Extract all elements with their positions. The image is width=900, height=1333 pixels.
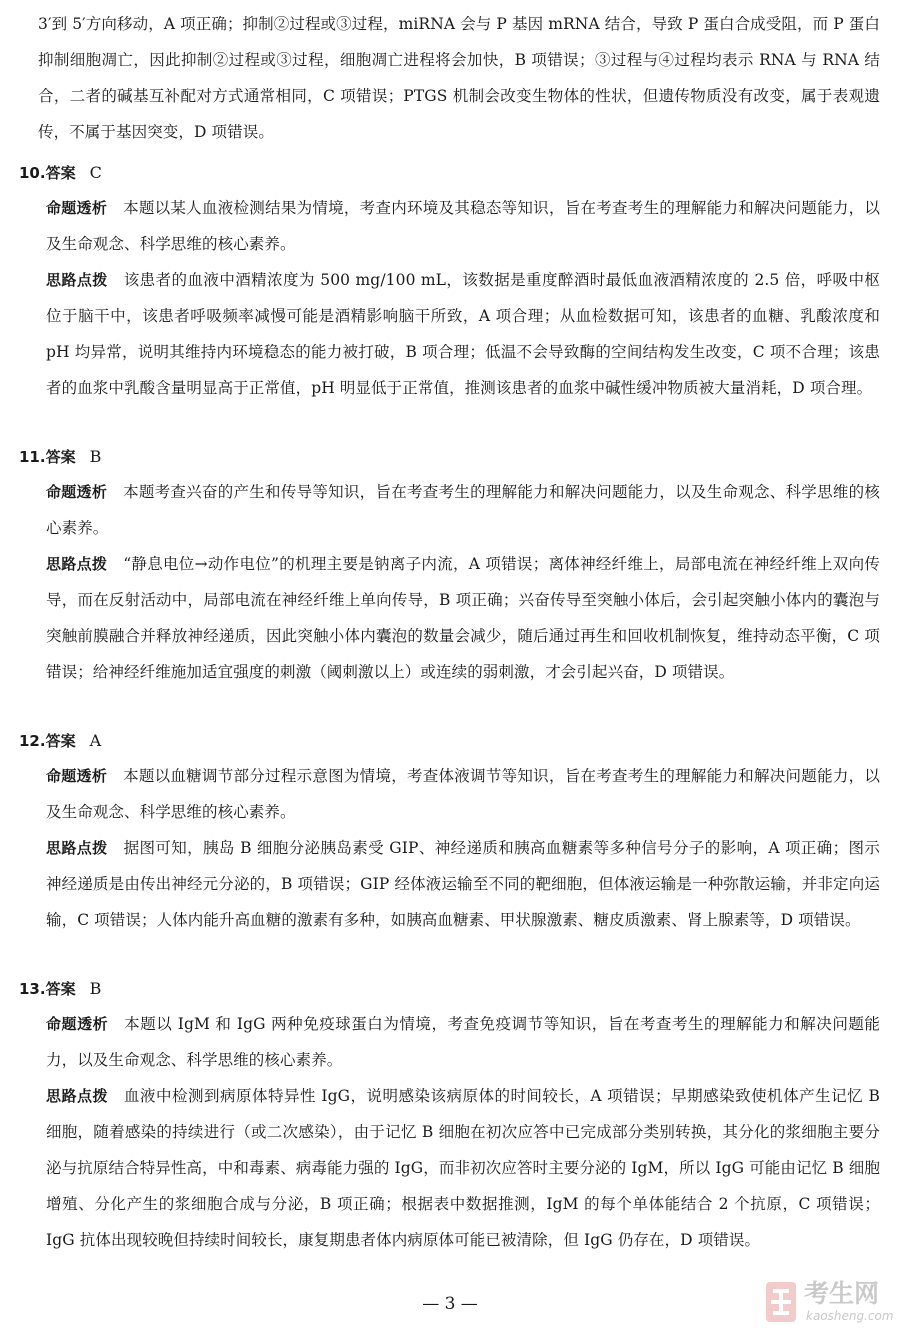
hint-text: 血液中检测到病原体特异性 IgG，说明感染该病原体的时间较长，A 项错误；早期感染致使机体产生记忆 B 细胞，随着感染的持续进行（或二次感染），由于记忆 B 细胞在初次应答中已完成部分类别转换，其分化的浆细胞主要分泌与抗原结合特异性高，中和毒素、病毒能力强的 IgG，而非初次应答时主要分泌的 IgM，所以 IgG 可能由记忆 B 细胞增殖、分化产生的浆细胞合成与分泌，B 项正确；根据表中数据推测，IgM 的每个单体能结合 2 个抗原，C 项错误；IgG 抗体出现较晚但持续时间较长，康复期患者体内病原体可能已被清除，但 IgG 仍存在，D 项错误。 bbox=[46, 1087, 880, 1249]
watermark bbox=[764, 1278, 894, 1328]
question-13-header bbox=[19, 974, 101, 1004]
question-10-header bbox=[19, 158, 102, 188]
watermark-url: kaosheng.com bbox=[806, 1309, 894, 1323]
watermark-logo-icon bbox=[764, 1280, 798, 1324]
intro-paragraph: 3′到 5′方向移动，A 项正确；抑制②过程或③过程，miRNA 会与 P 基因 mRNA 结合，导致 P 蛋白合成受阻，而 P 蛋白抑制细胞凋亡，因此抑制②过程或③过程，细胞凋亡进程将会加快，B 项错误；③过程与④过程均表示 RNA 与 RNA 结合，二者的碱基互补配对方式通常相同，C 项错误；PTGS 机制会改变生物体的性状，但遗传物质没有改变，属于表观遗传，不属于基因突变，D 项错误。 bbox=[38, 15, 880, 141]
question-12-analysis bbox=[46, 758, 880, 830]
answer-value: A bbox=[89, 731, 102, 750]
page-number: — 3 — bbox=[422, 1294, 478, 1314]
analysis-text: 本题以 IgM 和 IgG 两种免疫球蛋白为情境，考查免疫调节等知识，旨在考查考生的理解能力和解决问题能力，以及生命观念、科学思维的核心素养。 bbox=[46, 1015, 880, 1069]
question-11-hint bbox=[46, 546, 880, 690]
answer-value: B bbox=[89, 979, 102, 998]
analysis-label: 命题透析 bbox=[46, 483, 108, 501]
analysis-label: 命题透析 bbox=[46, 767, 108, 785]
question-number: 13. bbox=[19, 980, 46, 998]
hint-label: 思路点拨 bbox=[46, 271, 108, 289]
question-12-hint bbox=[46, 830, 880, 938]
answer-label: 答案 bbox=[45, 732, 76, 750]
question-11-header bbox=[19, 442, 101, 472]
hint-text: 该患者的血液中酒精浓度为 500 mg/100 mL，该数据是重度醉酒时最低血液酒精浓度的 2.5 倍，呼吸中枢位于脑干中，该患者呼吸频率减慢可能是酒精影响脑干所致，A 项合理；从血检数据可知，该患者的血糖、乳酸浓度和 pH 均异常，说明其维持内环境稳态的能力被打破，B 项合理；低温不会导致酶的空间结构发生改变，C 项不合理；该患者的血浆中乳酸含量明显高于正常值，pH 明显低于正常值，推测该患者的血浆中碱性缓冲物质被大量消耗，D 项合理。 bbox=[46, 271, 881, 397]
analysis-label: 命题透析 bbox=[46, 1015, 109, 1033]
question-11-analysis bbox=[46, 474, 880, 546]
question-number: 10. bbox=[19, 164, 46, 182]
watermark-name: 考生网 bbox=[804, 1279, 880, 1308]
question-number: 12. bbox=[19, 732, 46, 750]
hint-label: 思路点拨 bbox=[46, 555, 108, 573]
answer-label: 答案 bbox=[45, 980, 76, 998]
question-number: 11. bbox=[19, 448, 46, 466]
analysis-text: 本题考查兴奋的产生和传导等知识，旨在考查考生的理解能力和解决问题能力，以及生命观念、科学思维的核心素养。 bbox=[46, 483, 880, 537]
hint-label: 思路点拨 bbox=[46, 839, 108, 857]
question-10-hint bbox=[46, 262, 880, 406]
answer-label: 答案 bbox=[45, 164, 76, 182]
answer-value: C bbox=[89, 163, 102, 182]
analysis-label: 命题透析 bbox=[46, 199, 108, 217]
analysis-text: 本题以血糖调节部分过程示意图为情境，考查体液调节等知识，旨在考查考生的理解能力和解决问题能力，以及生命观念、科学思维的核心素养。 bbox=[46, 767, 880, 821]
question-13-analysis bbox=[46, 1006, 880, 1078]
hint-label: 思路点拨 bbox=[46, 1087, 108, 1105]
question-12-header bbox=[19, 726, 101, 756]
answer-value: B bbox=[89, 447, 102, 466]
question-13-hint bbox=[46, 1078, 880, 1258]
hint-text: “静息电位→动作电位”的机理主要是钠离子内流，A 项错误；离体神经纤维上，局部电流在神经纤维上双向传导，而在反射活动中，局部电流在神经纤维上单向传导，B 项正确；兴奋传导至突触小体后，会引起突触小体内的囊泡与突触前膜融合并释放神经递质，因此突触小体内囊泡的数量会减少，随后通过再生和回收机制恢复，维持动态平衡，C 项错误；给神经纤维施加适宜强度的刺激（阈刺激以上）或连续的弱刺激，才会引起兴奋，D 项错误。 bbox=[46, 555, 880, 681]
analysis-text: 本题以某人血液检测结果为情境，考查内环境及其稳态等知识，旨在考查考生的理解能力和解决问题能力，以及生命观念、科学思维的核心素养。 bbox=[46, 199, 880, 253]
hint-text: 据图可知，胰岛 B 细胞分泌胰岛素受 GIP、神经递质和胰高血糖素等多种信号分子的影响，A 项正确；图示神经递质是由传出神经元分泌的，B 项错误；GIP 经体液运输至不同的靶细胞，但体液运输是一种弥散运输，并非定向运输，C 项错误；人体内能升高血糖的激素有多种，如胰高血糖素、甲状腺激素、糖皮质激素、肾上腺素等，D 项错误。 bbox=[46, 839, 880, 929]
answer-label: 答案 bbox=[45, 448, 76, 466]
question-10-analysis bbox=[46, 190, 880, 262]
